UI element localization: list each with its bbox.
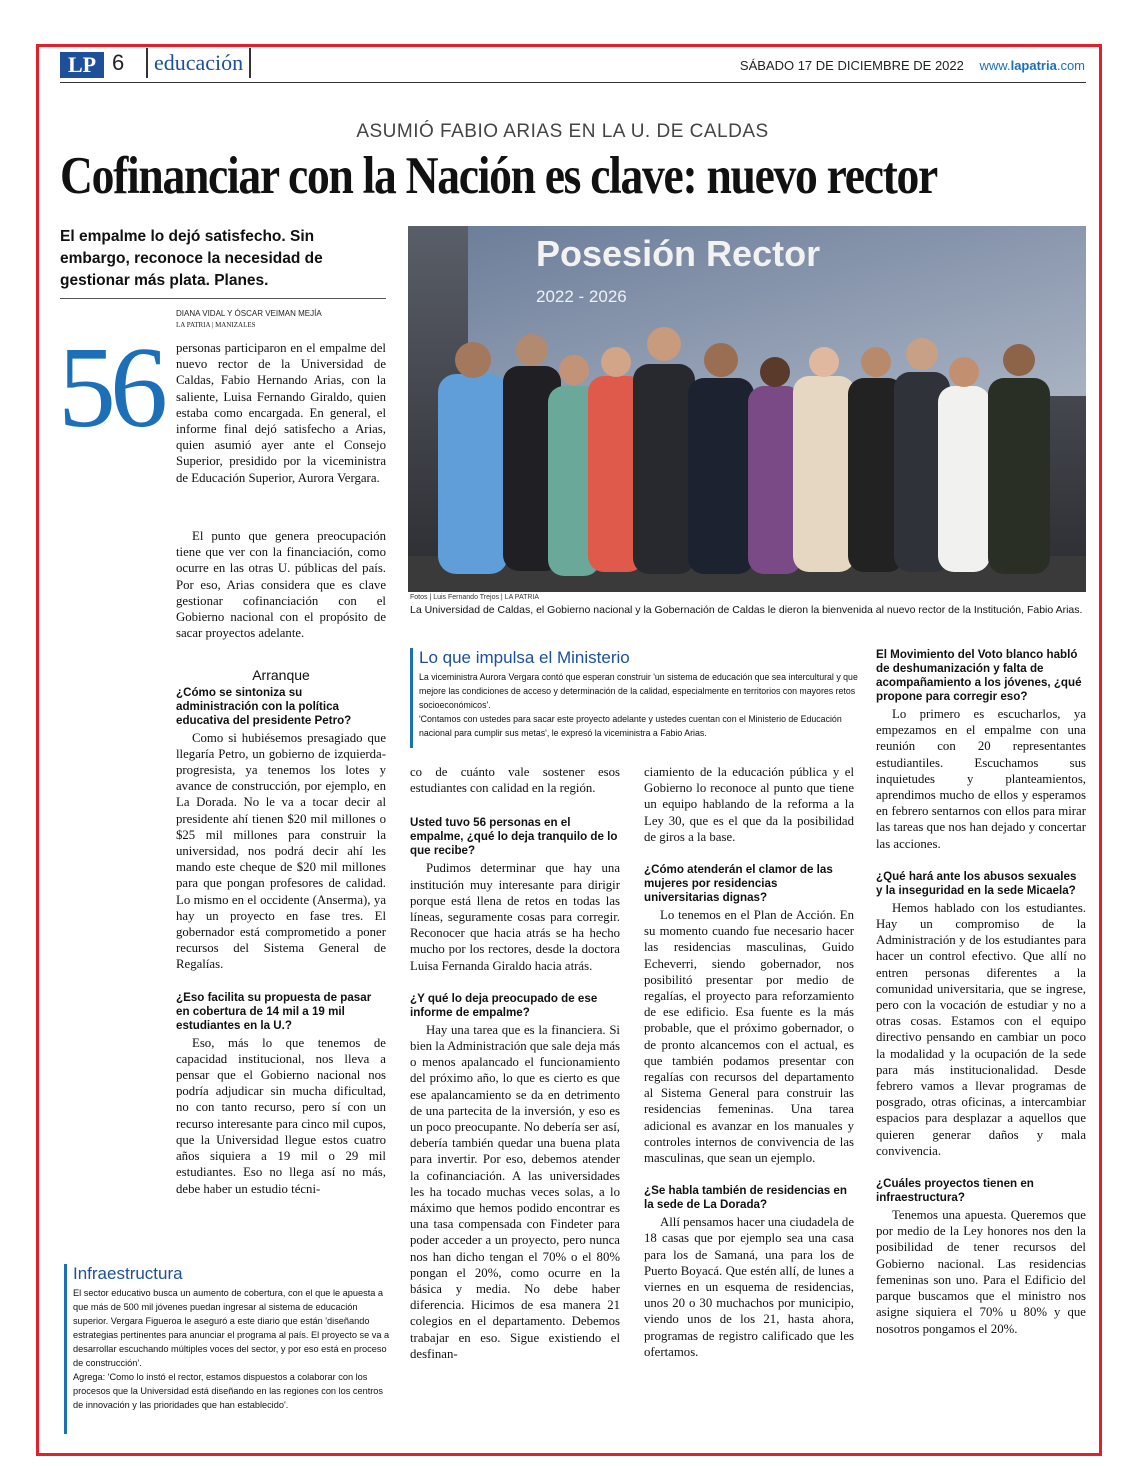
screen-years: 2022 - 2026 (536, 287, 627, 306)
box-title: Infraestructura (73, 1264, 183, 1283)
answer: Hay una tarea que es la financiera. Si bien la Administración que sale deja más o menos apalancado el funcionamiento del próximo año, lo que es cierto es que ese apalancamiento se da en detrimento de una partecita de la inversión, y eso es un poco preocupante. No debería ser así, debería también quedar una buena plata para invertir. Por eso, debemos atender la cofinanciación. A las universidades les ha tocado muchas veces solas, a lo máximo que hemos podido encontrar es una tasa compensada con Findeter para poder acceder a un proyecto, pero nunca nos han dicho tengan el 70% o el 80% pongan el 20%, como ocurre en la básica y media. No debe haber diferencia. Hicimos de esa manera 21 colegios en el departamento. Debemos trabajar en eso. Sigue existiendo el desfinan- (410, 1022, 620, 1361)
question: ¿Cómo atenderán el clamor de las mujeres por residencias universitarias dignas? (644, 863, 833, 905)
column-2 (410, 764, 620, 1362)
question: ¿Y qué lo deja preocupado de ese informe de empalme? (410, 991, 598, 1019)
article-deck: El empalme lo dejó satisfecho. Sin embargo, reconoce la necesidad de gestionar más plata. Planes. (60, 228, 323, 289)
header-rule (60, 82, 1086, 83)
dateline (740, 58, 1085, 73)
question: El Movimiento del Voto blanco habló de deshumanización y falta de acompañamiento a los jóvenes, ¿qué propone para corregir eso? (876, 648, 1082, 703)
ministerio-box (410, 648, 865, 748)
answer: Allí pensamos hacer una ciudadela de 18 casas que por ejemplo sea una casa para los de Samaná, una para los de Puerto Boyacá. Que estén allí, de lunes a viernes en un esquema de residencias, unos 20 o 30 muchachos por municipio, viendo unos de los 21, hasta ahora, programas de registro calificado que les ofertamos. (644, 1215, 854, 1359)
screen-title: Posesión Rector (536, 233, 821, 274)
website-link[interactable]: www.lapatria.com (979, 58, 1085, 73)
box-paragraph: Agrega: 'Como lo instó el rector, estamos dispuestos a colaborar con los procesos que la Universidad está diseñando en las regiones con los centros de innovación y las prioridades que han establecido'. (73, 1372, 384, 1410)
intro-paragraph: personas participaron en el empalme del nuevo rector de la Universidad de Caldas, Fabio Hernando Arias, con la saliente, Luisa Fernando Giraldo, quien estaba como encargada. En general, el informe final dejó satisfecho a Arias, quien asumió ayer ante el Consejo Superior, presidido por la viceministra de Educación Superior, Aurora Vergara. (176, 341, 386, 485)
drop-number: 56 (58, 324, 162, 452)
section-name: educación (146, 48, 251, 78)
answer: Pudimos determinar que hay una institución muy interesante para dirigir porque está llena de retos en todas las líneas, seguramente cosas para corregir. Reconocer que hacia atrás se ha hecho mucho por los rectores, desde la doctora Luisa Fernanda Giraldo hacia atrás. (410, 861, 620, 973)
box-paragraph: El sector educativo busca un aumento de cobertura, con el que le apuesta a que más de 500 mil jóvenes puedan ingresar al sistema de educación superior. Vergara Figueroa le aseguró a este diario que están 'diseñando estrategias pertinentes para anunciar el programa al país. El proyecto se va a desarrollar escuchando múltiples voces del sector, y por eso está en proceso de construcción'. (73, 1288, 390, 1368)
column-3 (644, 764, 854, 1360)
page-number: 6 (112, 50, 125, 75)
paragraph: El punto que genera preocupación tiene que ver con la financiación, como ocurre en las otras U. públicas del país. Por eso, Arias considera que es clave gestionar cofinanciación con el Gobierno nacional con el propósito de sacar proyectos adelante. (176, 529, 386, 641)
column-1-top (176, 340, 386, 486)
column-4 (876, 648, 1086, 1337)
box-title: Lo que impulsa el Ministerio (419, 648, 630, 667)
deck-rule (60, 298, 386, 299)
box-paragraph: 'Contamos con ustedes para sacar este proyecto adelante y ustedes cuentan con el Ministerio de Educación nacional para cumplir sus metas', le expresó la viceministra a Fabio Arias. (419, 714, 842, 738)
byline: DIANA VIDAL Y ÓSCAR VEIMAN MEJÍA (176, 309, 322, 318)
question: ¿Qué hará ante los abusos sexuales y la inseguridad en la sede Micaela? (876, 869, 1077, 897)
question: ¿Cuáles proyectos tienen en infraestructura? (876, 1177, 1034, 1205)
photo-caption: La Universidad de Caldas, el Gobierno nacional y la Gobernación de Caldas le dieron la bienvenida al nuevo rector de la Institución, Fabio Arias. (410, 604, 1083, 616)
question: ¿Cómo se sintoniza su administración con la política educativa del presidente Petro? (176, 685, 352, 727)
byline-org: LA PATRIA | MANIZALES (176, 321, 256, 329)
box-paragraph: La viceministra Aurora Vergara contó que esperan construir 'un sistema de educación que sea intercultural y que mejore las condiciones de acceso y determinación de la calidad, especialmente en territorios con mayores retos socioeconómicos'. (419, 672, 858, 710)
newspaper-logo: LP (60, 52, 104, 78)
issue-date: SÁBADO 17 DE DICIEMBRE DE 2022 (739, 58, 964, 73)
answer: Lo primero es escucharlos, ya empezamos en el empalme con una reunión con 20 representantes estudiantiles. Escuchamos sus inquietudes y planteamientos, aprendimos mucho de ellos y esperamos en febrero sentarnos con ellos para mirar las tareas que nos han dejado y concertar las acciones. (876, 707, 1086, 851)
article-headline: Cofinanciar con la Nación es clave: nuevo rector (60, 147, 937, 205)
infraestructura-box (64, 1264, 395, 1434)
question: Usted tuvo 56 personas en el empalme, ¿qué lo deja tranquilo de lo que recibe? (410, 816, 618, 858)
answer: Eso, más lo que tenemos de capacidad institucional, nos lleva a pensar que el Gobierno nacional nos podría adjudicar sin mucha dificultad, no con tanto recurso, pero sí con un recurso interesante para cinco mil cupos, que la Universidad llegue estos cuatro años siquiera a 19 mil o 29 mil estudiantes. Eso no llega así no más, debe haber un estudio técni- (176, 1035, 386, 1196)
answer: Hemos hablado con los estudiantes. Hay un compromiso de la Administración y de los estudiantes para hacer un control efectivo. Que allí no entren personas diferentes a la comunidad universitaria, que se ingrese, pero con la vocación de estudiar y no a otras cosas. Estamos con el equipo directivo pensando en cambiar un poco la modalidad y la ocupación de la sede para más institucionalidad. Desde febrero vamos a llevar programas de posgrado, otras oficinas, a intercambiar espacios para desplazar a aquellos que quieren generar daños y mala convivencia. (876, 900, 1086, 1158)
answer: Como si hubiésemos presagiado que llegaría Petro, un gobierno de izquierda-progresista, ya tenemos los lotes y avance de construcción, por ejemplo, en La Dorada. No le va a tocar decir al presidente ahí tienen $20 mil millones o $25 mil millones para construir la universidad, nos podrá decir ahí les mando este cheque de $20 mil millones para que pongan profesores de calidad. Lo mismo en el occidente (Anserma), ya hay un proyecto en fase tres. El gobernador está comprometido a poner recursos del Sistema General de Regalías. (176, 730, 386, 972)
answer: Lo tenemos en el Plan de Acción. En su momento cuando fue necesario hacer las residencias masculinas, Guido Echeverri, siendo gobernador, nos posibilitó presentar por medio de regalías, el proyecto para reforzamiento de ese edificio. Esa fuente es la más probable, que el próximo gobernador, o de pronto alcancemos con el actual, es que también podamos presentar con regalías con recursos del departamento al Sistema General para construir las residencias femeninas. Una tarea adicional es avanzar en los manuales y controles internos de convivencia de las masculinas, que sean un ejemplo. (644, 908, 854, 1166)
article-photo (408, 226, 1086, 592)
column-1 (176, 528, 386, 1197)
answer: Tenemos una apuesta. Queremos que por medio de la Ley honores nos den la posibilidad de tener recursos del Gobierno nacional. Las residencias femeninas son uno. Para el Edificio del parque buscamos que el ministro nos asigne siquiera el 70% u 80% y que nosotros pongamos el 20%. (876, 1208, 1086, 1336)
photo-credit: Fotos | Luis Fernando Trejos | LA PATRIA (410, 594, 540, 601)
question: ¿Eso facilita su propuesta de pasar en cobertura de 14 mil a 19 mil estudiantes en la U.? (176, 990, 372, 1032)
paragraph: ciamiento de la educación pública y el Gobierno lo reconoce al punto que tiene un equipo hablando de la reforma a la Ley 30, que es el que da la posibilidad de giros a la base. (644, 765, 854, 844)
article-kicker: ASUMIÓ FABIO ARIAS EN LA U. DE CALDAS (356, 121, 769, 142)
ceremony-photo (408, 226, 1086, 592)
box-body (73, 1286, 395, 1412)
box-body (419, 670, 865, 740)
paragraph: co de cuánto vale sostener esos estudiantes con calidad en la región. (410, 765, 620, 796)
question: ¿Se habla también de residencias en la sede de La Dorada? (644, 1184, 847, 1212)
subhead-arranque: Arranque (252, 667, 310, 684)
